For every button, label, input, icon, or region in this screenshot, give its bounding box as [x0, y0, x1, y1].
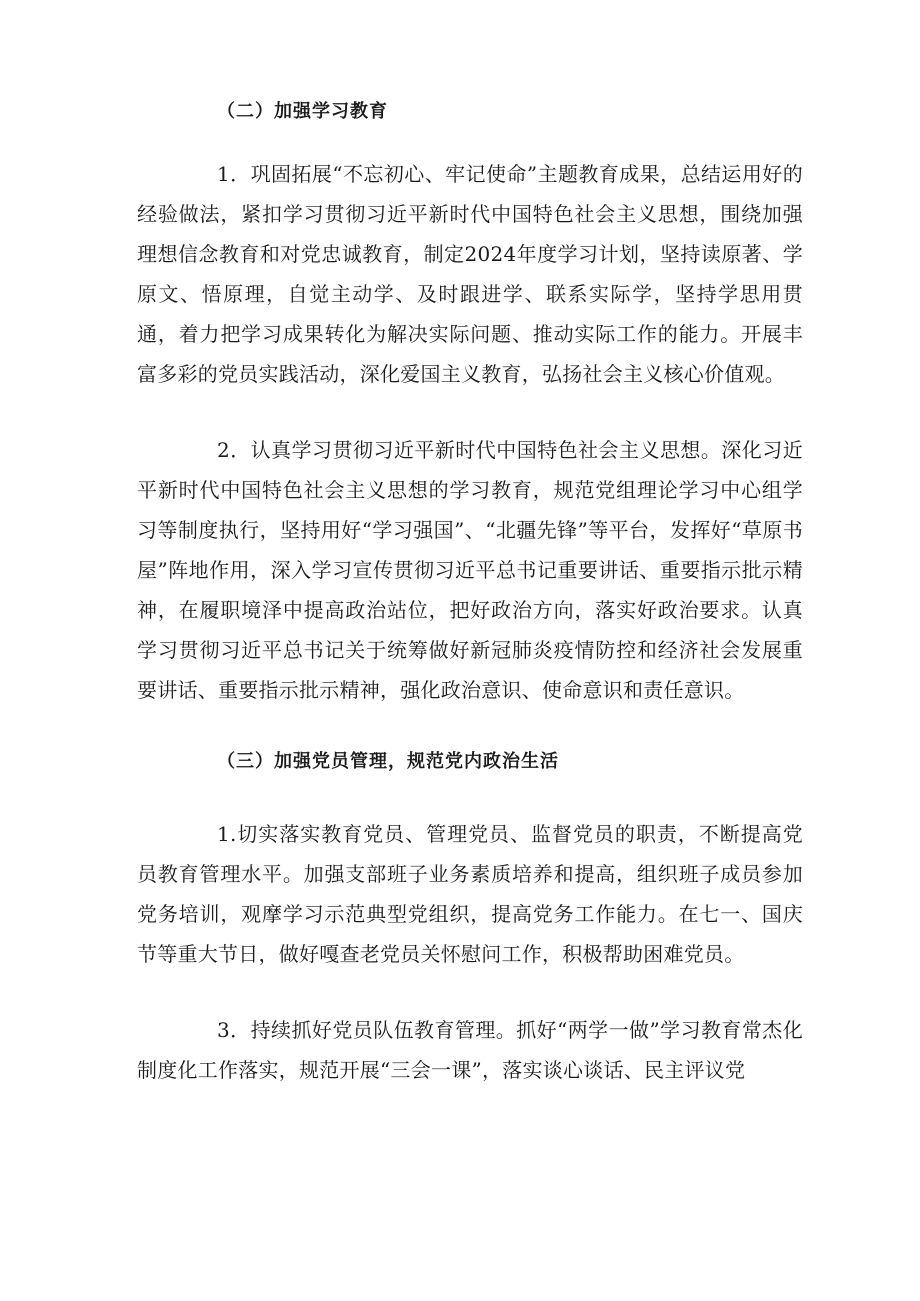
paragraph-2-1: 1．巩固拓展“不忘初心、牢记使命”主题教育成果，总结运用好的经验做法，紧扣学习贯彻习近平新时代中国特色社会主义思想，围绕加强理想信念教育和对党忠诚教育，制定2024年度学习计划，坚持读原著、学原文、悟原理，自觉主动学、及时跟进学、联系实际学，坚持学思用贯通，着力把学习成果转化为解决实际问题、推动实际工作的能力。开展丰富多彩的党员实践活动，深化爱国主义教育，弘扬社会主义核心价值观。 — [137, 162, 803, 386]
paragraph-2-2: 2．认真学习贯彻习近平新时代中国特色社会主义思想。深化习近平新时代中国特色社会主义思想的学习教育，规范党组理论学习中心组学习等制度执行，坚持用好“学习强国”、“北疆先锋”等平台，发挥好“草原书屋”阵地作用，深入学习宣传贯彻习近平总书记重要讲话、重要指示批示精神，在履职境泽中提高政治站位，把好政治方向，落实好政治要求。认真学习贯彻习近平总书记关于统筹做好新冠肺炎疫情防控和经济社会发展重要讲话、重要指示批示精神，强化政治意识、使命意识和责任意识。 — [137, 438, 803, 702]
document-body — [137, 94, 803, 1090]
section-heading-3: （三）加强党员管理，规范党内政治生活 — [217, 751, 559, 772]
paragraph-3-3: 3．持续抓好党员队伍教育管理。抓好“两学一做”学习教育常杰化制度化工作落实，规范开展“三会一课”，落实谈心谈话、民主评议党 — [137, 1018, 803, 1082]
paragraph-3-1: 1.切实落实教育党员、管理党员、监督党员的职责，不断提高党员教育管理水平。加强支部班子业务素质培养和提高，组织班子成员参加党务培训，观摩学习示范典型党组织，提高党务工作能力。在七一、国庆节等重大节日，做好嘎查老党员关怀慰问工作，积极帮助困难党员。 — [137, 822, 803, 966]
section-heading-2: （二）加强学习教育 — [217, 101, 388, 122]
